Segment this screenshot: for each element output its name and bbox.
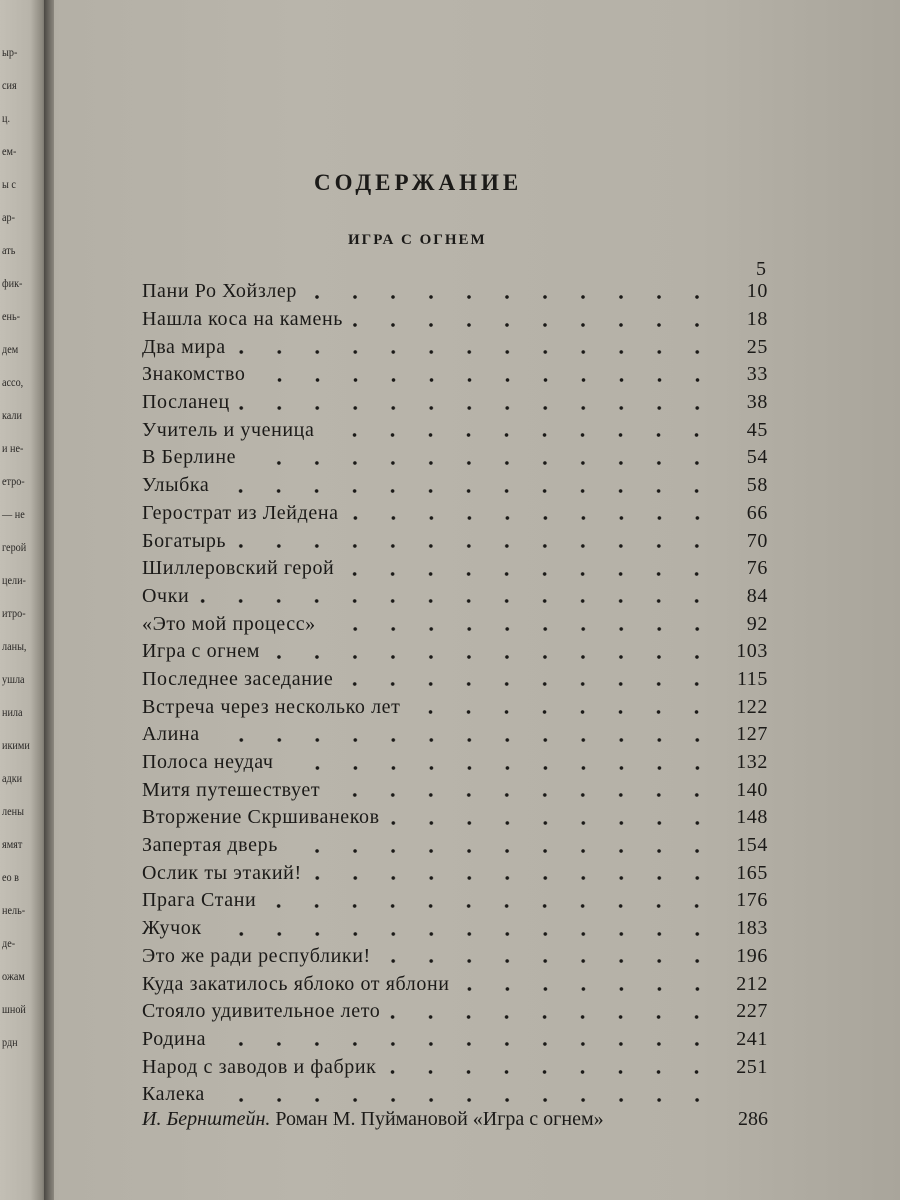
toc-entry-title: Калека bbox=[142, 1083, 205, 1106]
left-page-fragment: ень- bbox=[2, 309, 21, 323]
toc-entry-page: 76 bbox=[746, 557, 768, 580]
toc-entry bbox=[142, 749, 768, 777]
dot-leader bbox=[351, 323, 716, 327]
section-heading: ИГРА С ОГНЕМ bbox=[348, 232, 487, 248]
toc-entry-page: 154 bbox=[736, 834, 768, 857]
toc-entry-title: В Берлине bbox=[142, 446, 237, 469]
toc-entry bbox=[142, 915, 768, 943]
afterword-title: Роман М. Пуймановой «Игра с огнем» bbox=[275, 1108, 604, 1130]
toc-entry-page: 148 bbox=[736, 806, 768, 829]
book-gutter bbox=[44, 0, 54, 1200]
toc-entry bbox=[142, 1026, 768, 1054]
toc-entry-page: 183 bbox=[736, 917, 768, 940]
toc-entry bbox=[142, 804, 768, 832]
toc-entry-page: 38 bbox=[746, 391, 768, 414]
dot-leader bbox=[268, 655, 716, 659]
dot-leader bbox=[379, 959, 716, 963]
dot-leader bbox=[384, 1070, 716, 1074]
left-page-edge bbox=[0, 0, 46, 1200]
left-page-fragment: фик- bbox=[2, 276, 23, 290]
toc-entry-title: Знакомство bbox=[142, 363, 246, 386]
dot-leader bbox=[310, 876, 716, 880]
toc-entry-page: 103 bbox=[736, 640, 768, 663]
toc-entry-title: Жучок bbox=[142, 917, 202, 940]
dot-leader bbox=[408, 710, 716, 714]
toc-entry bbox=[142, 306, 768, 334]
left-page-fragment: ем- bbox=[2, 144, 17, 158]
toc-entry-page: 25 bbox=[746, 335, 768, 358]
left-page-fragment: икими bbox=[2, 738, 30, 752]
toc-entry-page: 127 bbox=[736, 723, 768, 746]
toc-entry bbox=[142, 389, 768, 417]
toc-entry bbox=[142, 998, 768, 1026]
dot-leader bbox=[197, 599, 716, 603]
dot-leader bbox=[264, 904, 716, 908]
page-title: СОДЕРЖАНИЕ bbox=[314, 170, 523, 195]
dot-leader bbox=[214, 1042, 716, 1046]
left-page-fragment: ео в bbox=[2, 870, 19, 884]
toc-entry-title: Пани Ро Хойзлер bbox=[142, 280, 297, 303]
toc-entry bbox=[142, 887, 768, 915]
toc-entry bbox=[142, 472, 768, 500]
toc-entry-page: 251 bbox=[736, 1055, 768, 1078]
toc-entry bbox=[142, 1081, 768, 1109]
toc-entry bbox=[142, 693, 768, 721]
left-page-fragment: кали bbox=[2, 408, 22, 422]
dot-leader bbox=[286, 849, 716, 853]
toc-entry-page: 165 bbox=[736, 861, 768, 884]
toc-entry-title: Запертая дверь bbox=[142, 834, 278, 857]
toc-entry-title: Митя путешествует bbox=[142, 778, 321, 801]
toc-entry-title: Куда закатилось яблоко от яблони bbox=[142, 972, 450, 995]
toc-entry-page: 227 bbox=[736, 1000, 768, 1023]
left-page-fragment: ланы, bbox=[2, 639, 27, 653]
toc-entry-title: Игра с огнем bbox=[142, 640, 261, 663]
toc-list bbox=[142, 278, 768, 1109]
toc-entry-title: Улыбка bbox=[142, 474, 210, 497]
toc-entry-page: 196 bbox=[736, 944, 768, 967]
toc-entry bbox=[142, 832, 768, 860]
toc-entry-page: 18 bbox=[746, 308, 768, 331]
toc-entry-page: 140 bbox=[736, 778, 768, 801]
left-page-fragment: лены bbox=[2, 804, 24, 818]
dot-leader bbox=[322, 433, 716, 437]
toc-entry-page: 241 bbox=[736, 1027, 768, 1050]
toc-entry-title: Народ с заводов и фабрик bbox=[142, 1055, 377, 1078]
dot-leader bbox=[217, 489, 716, 493]
dot-leader bbox=[305, 295, 716, 299]
afterword-entry bbox=[142, 1108, 768, 1131]
left-page-fragment: адки bbox=[2, 771, 23, 785]
toc-entry-page: 92 bbox=[746, 612, 768, 635]
left-page-fragment: ямят bbox=[2, 837, 23, 851]
toc-entry-title: «Это мой процесс» bbox=[142, 612, 316, 635]
left-page-fragment: нила bbox=[2, 705, 23, 719]
left-page-fragment: дем bbox=[2, 342, 19, 356]
toc-entry-page: 176 bbox=[736, 889, 768, 912]
left-page-fragment: ушла bbox=[2, 672, 25, 686]
toc-entry-title: Полоса неудач bbox=[142, 751, 274, 774]
toc-entry-title: Два мира bbox=[142, 335, 226, 358]
left-page-fragment: ыр- bbox=[2, 45, 18, 59]
toc-entry bbox=[142, 500, 768, 528]
dot-leader bbox=[388, 1015, 716, 1019]
toc-entry-title: Ослик ты этакий! bbox=[142, 861, 302, 884]
dot-leader bbox=[347, 516, 716, 520]
toc-entry-title: Богатырь bbox=[142, 529, 227, 552]
left-page-fragment: итро- bbox=[2, 606, 26, 620]
left-page-fragment: нель- bbox=[2, 903, 26, 917]
dot-leader bbox=[213, 1098, 716, 1102]
toc-entry-title: Вторжение Скршиванеков bbox=[142, 806, 380, 829]
toc-entry-title: Нашла коса на камень bbox=[142, 308, 344, 331]
toc-entry bbox=[142, 610, 768, 638]
toc-entry bbox=[142, 278, 768, 306]
toc-entry-title: Алина bbox=[142, 723, 200, 746]
section-page-number: 5 bbox=[756, 258, 766, 280]
left-page-fragment: ожам bbox=[2, 969, 25, 983]
left-page-fragment: рдн bbox=[2, 1035, 18, 1049]
left-page-fragment: и не- bbox=[2, 441, 24, 455]
toc-entry-title: Родина bbox=[142, 1027, 207, 1050]
toc-entry-page: 54 bbox=[746, 446, 768, 469]
dot-leader bbox=[341, 682, 716, 686]
toc-entry-page: 66 bbox=[746, 501, 768, 524]
toc-entry-page: 58 bbox=[746, 474, 768, 497]
dot-leader bbox=[234, 350, 716, 354]
afterword-page: 286 bbox=[738, 1108, 768, 1130]
toc-entry-page: 212 bbox=[736, 972, 768, 995]
toc-entry-title: Стояло удивительное лето bbox=[142, 1000, 381, 1023]
dot-leader bbox=[328, 793, 716, 797]
left-page-fragment: сия bbox=[2, 78, 17, 92]
toc-entry bbox=[142, 333, 768, 361]
left-page-fragment: ы с bbox=[2, 177, 16, 191]
dot-leader bbox=[208, 738, 716, 742]
left-page-fragment: ассо, bbox=[2, 375, 24, 389]
toc-entry bbox=[142, 416, 768, 444]
dot-leader bbox=[342, 572, 716, 576]
dot-leader bbox=[210, 932, 716, 936]
dot-leader bbox=[234, 544, 716, 548]
toc-entry-page: 132 bbox=[736, 751, 768, 774]
toc-entry bbox=[142, 943, 768, 971]
left-page-fragment: шной bbox=[2, 1002, 26, 1016]
toc-entry-page: 70 bbox=[746, 529, 768, 552]
toc-entry-title: Шиллеровский герой bbox=[142, 557, 335, 580]
left-page-fragment: ц. bbox=[2, 111, 11, 125]
dot-leader bbox=[388, 821, 716, 825]
toc-entry bbox=[142, 721, 768, 749]
toc-entry-title: Последнее заседание bbox=[142, 667, 334, 690]
toc-entry-page: 33 bbox=[746, 363, 768, 386]
toc-entry bbox=[142, 361, 768, 389]
dot-leader bbox=[282, 766, 716, 770]
left-page-fragment: цели- bbox=[2, 573, 26, 587]
toc-entry-title: Герострат из Лейдена bbox=[142, 501, 339, 524]
dot-leader bbox=[458, 987, 716, 991]
toc-entry-page: 122 bbox=[736, 695, 768, 718]
toc-entry-page: 115 bbox=[736, 667, 768, 690]
toc-entry-title: Это же ради республики! bbox=[142, 944, 371, 967]
toc-entry bbox=[142, 555, 768, 583]
toc-entry bbox=[142, 638, 768, 666]
toc-entry bbox=[142, 970, 768, 998]
toc-entry bbox=[142, 444, 768, 472]
toc-entry bbox=[142, 859, 768, 887]
left-page-fragment: ать bbox=[2, 243, 16, 257]
toc-entry-title: Встреча через несколько лет bbox=[142, 695, 401, 718]
toc-entry-title: Посланец bbox=[142, 391, 230, 414]
toc-entry-title: Очки bbox=[142, 584, 190, 607]
dot-leader bbox=[244, 461, 716, 465]
left-page-fragment: де- bbox=[2, 936, 16, 950]
afterword-text bbox=[142, 1108, 604, 1131]
contents-page bbox=[54, 0, 900, 1200]
left-page-fragment: — не bbox=[2, 507, 25, 521]
toc-entry bbox=[142, 666, 768, 694]
dot-leader bbox=[324, 627, 716, 631]
left-page-fragment: герой bbox=[2, 540, 27, 554]
dot-leader bbox=[254, 378, 717, 382]
left-page-fragment: ар- bbox=[2, 210, 16, 224]
afterword-author: И. Бернштейн. bbox=[142, 1108, 271, 1130]
toc-entry bbox=[142, 527, 768, 555]
toc-entry-page: 10 bbox=[746, 280, 768, 303]
toc-entry-title: Прага Стани bbox=[142, 889, 257, 912]
left-page-fragment: етро- bbox=[2, 474, 25, 488]
toc-entry bbox=[142, 776, 768, 804]
toc-entry-page: 45 bbox=[746, 418, 768, 441]
toc-entry bbox=[142, 1053, 768, 1081]
dot-leader bbox=[238, 406, 716, 410]
toc-entry bbox=[142, 583, 768, 611]
toc-entry-title: Учитель и ученица bbox=[142, 418, 315, 441]
toc-entry-page: 84 bbox=[746, 584, 768, 607]
